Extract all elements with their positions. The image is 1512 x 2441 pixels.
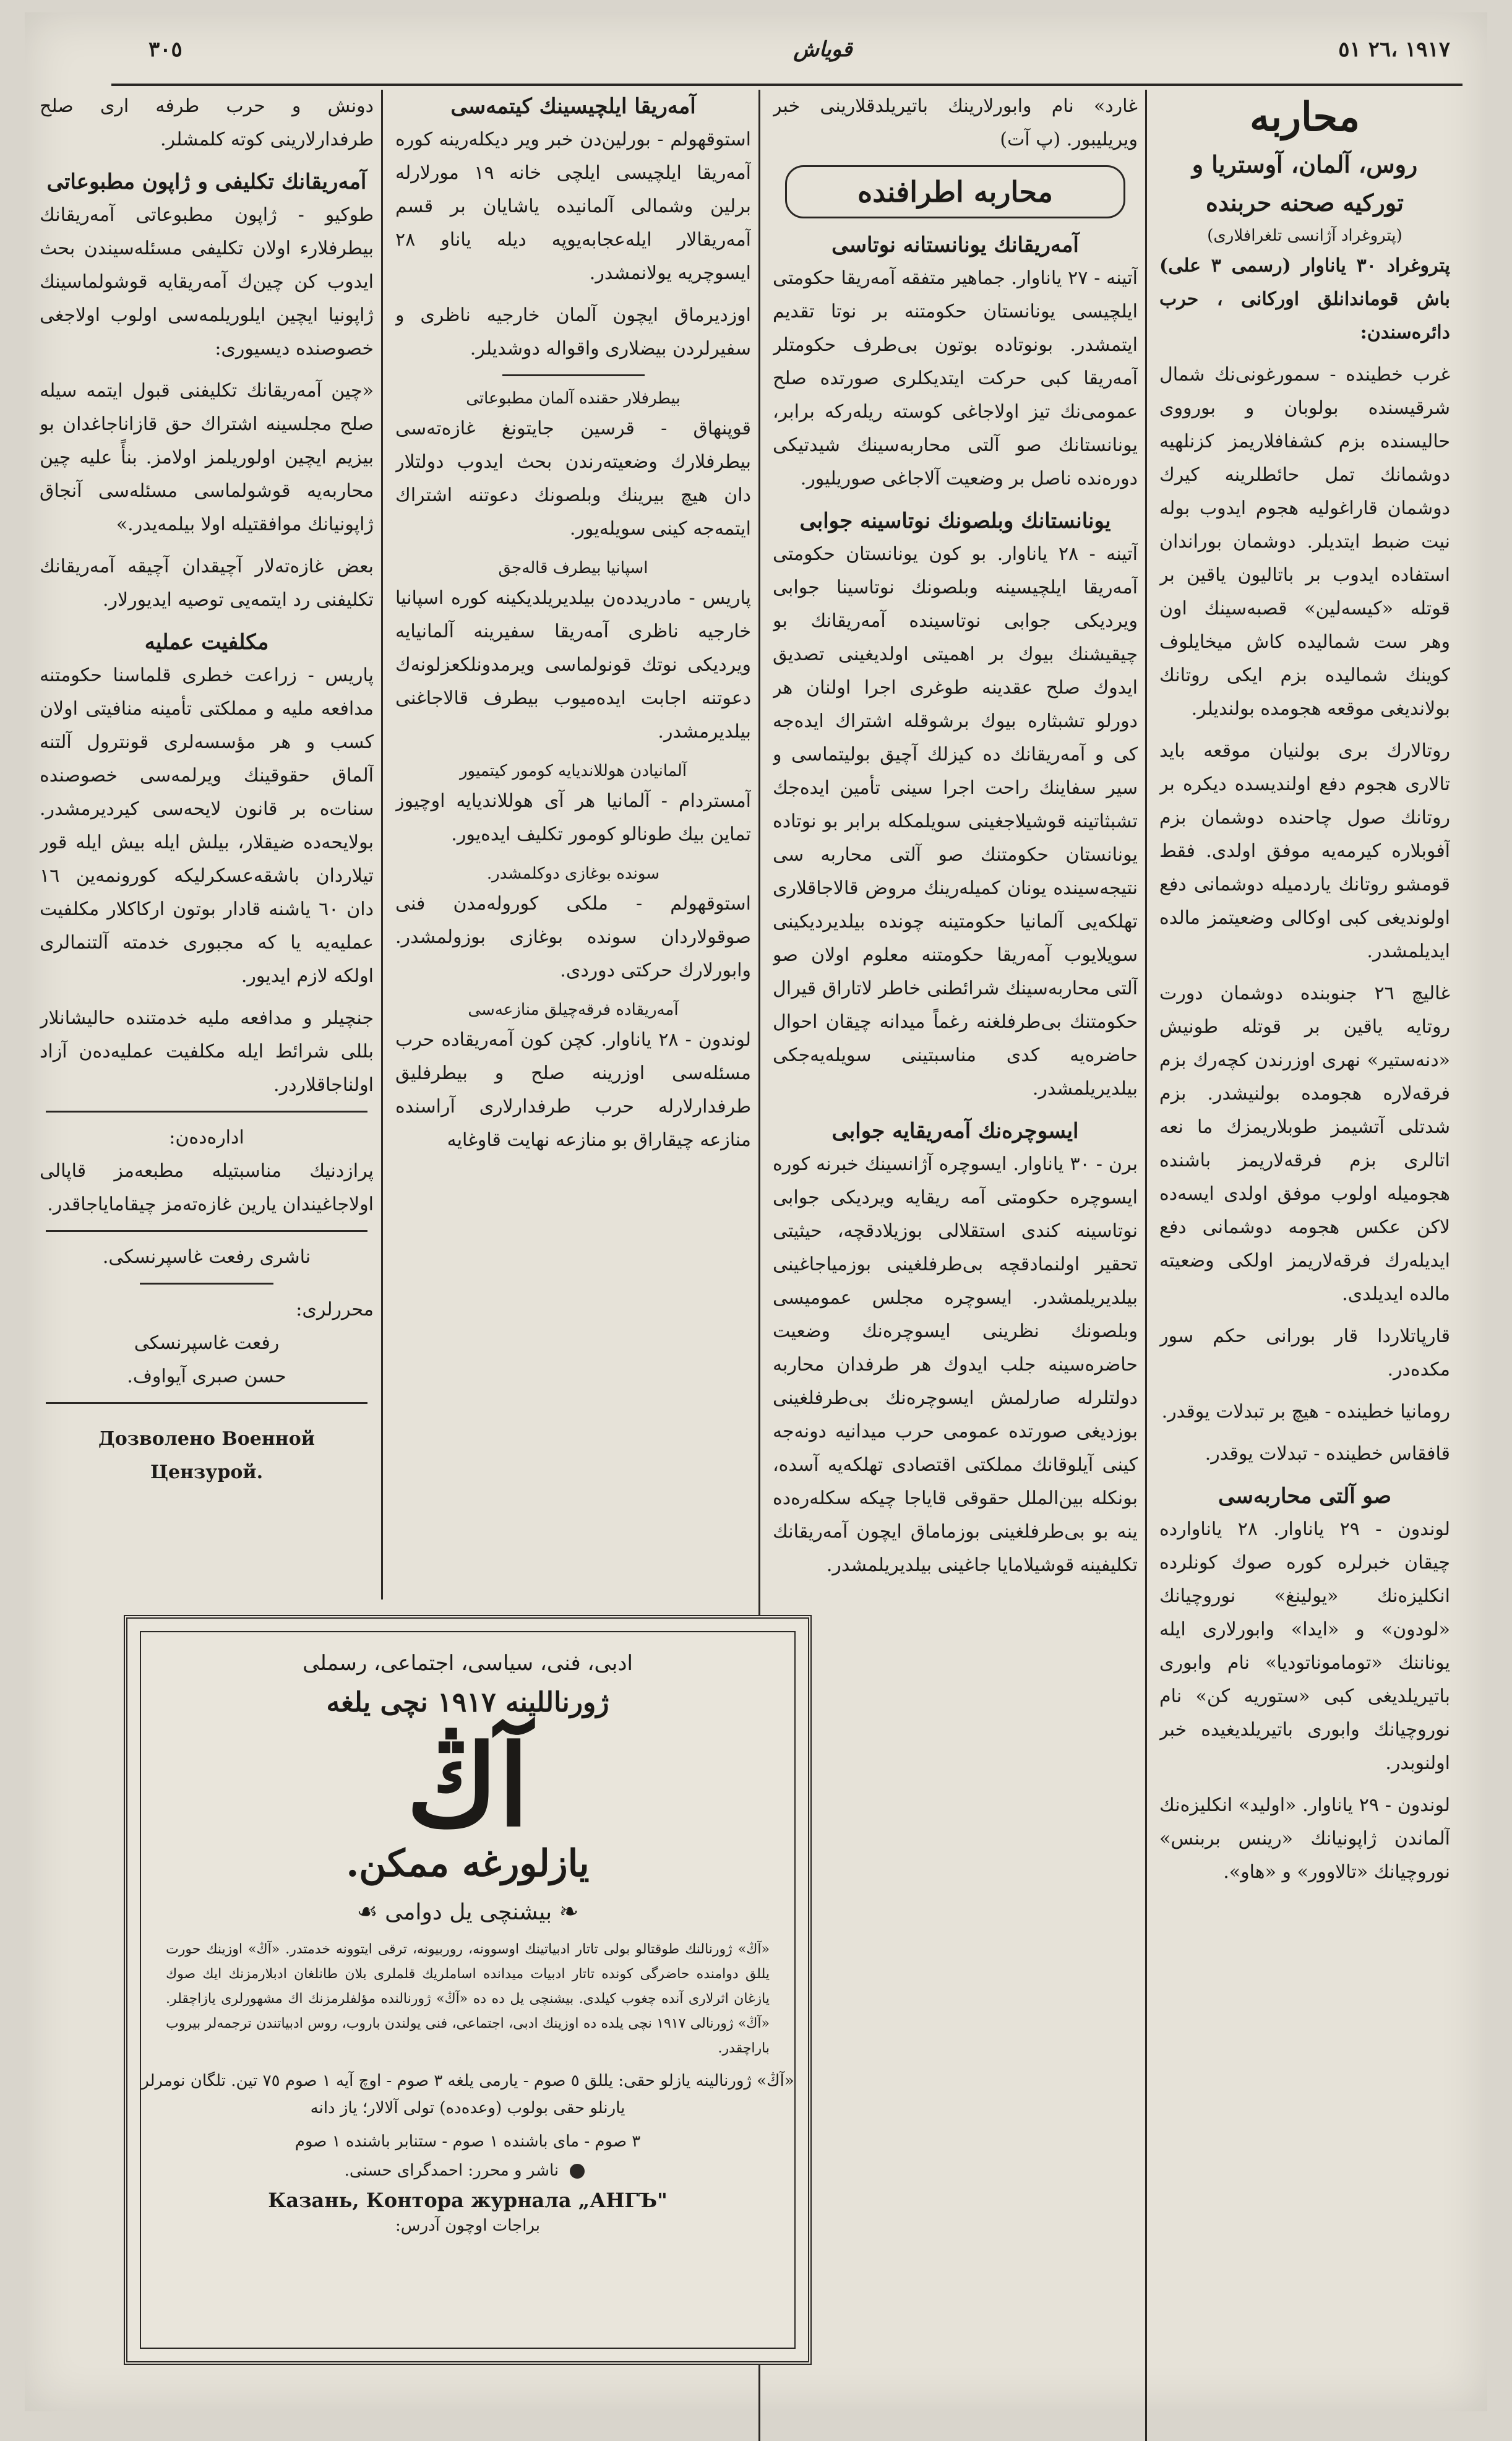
ad-frame	[140, 1631, 796, 2349]
article-paragraph: آتينه - ٢٧ ياناوار. جماهير متفقه آمه‌ريقا حكومتى ايلچيسى يونانستان حكومتنه بر نوتا تقديم ايتمشدر. بونوتاده بوتون بى‌طرف حكومتلر آمه‌ريقا كبى حركت ايتديكلرى صورتده صلح عمومى‌نك تيز اولاجاغى كوسته ريله‌ركه برابر، يونانستانك صو آلتى محاربه‌سينك شيدتيكى دوره‌نده ناصل بر وضعيت آلاجاغى صوريليور.	[773, 267, 1138, 489]
column-war-news	[1159, 90, 1450, 2441]
article-paragraph: طوكيو - ژاپون مطبوعاتى آمه‌ريقانك بيطرفلارء اولان تكليفى مسئله‌سيندن بحث ايدوب كن چين‌ك آمه‌ريقايه قوشولماسينك ژاپونيا ايچين ايلوريلمه‌سى اولوب اولاجغى خصوصنده ديسيورى:	[40, 204, 374, 359]
subheading: صو آلتى محاربه‌سى	[1218, 1484, 1391, 1509]
subheading: آمه‌ريقانك يونانستانه نوتاسى	[831, 233, 1079, 257]
article-paragraph: پاريس - زراعت خطرى قلماسنا حكومتنه مدافعه مليه و مملكتى تأمينه منافيتى اولان كسب و هر مؤسسه‌لرى قونترول آلتنه آلماق حقوقينك ويرلمه‌سى خصوصنده سنات‌ه بر قانون لايحه‌سى كيرديرمشدر. بولايحه‌ده ضيقلار، بيلش ايله بيش ايله قور تيلاردان باشقه‌عسكرليكه كورونمه‌ين ١٦ دان ٦٠ ياشنه قادار بوتون اركاكلار مكلفيت عمليه‌يه يا كه مجبورى خدمته آلتنمالرى اولكه لازم ايديور.	[40, 665, 374, 987]
ad-fifth-year-text: بيشنچى يل دوامى	[385, 1900, 552, 1925]
ad-price: ٣ صوم - ماى باشنده ١ صوم - ستنابر باشنده ١ صوم	[294, 2132, 641, 2151]
article-paragraph: روتالارك برى بولنيان موقعه بايد تالارى هجوم دفع اولنديسده ديكره بر روتانك صول چاحنده دوشمان بزم آفوبلاره كيرمه‌يه موفق اولدى. فقط قومشو روتانك ياردميله دوشمانى دفع اولونديغى كبى اوكالى وضعيتمز مالده ايديلمشدر.	[1159, 740, 1450, 962]
article-paragraph: لوندون - ٢٩ ياناوار. «اوليد» انكليزه‌نك آلماندن ژاپونيانك «رينس بربنس» نوروچيانك «تالاوور» و «هاو».	[1159, 1794, 1450, 1883]
agency-credit: (پتروغراد آژانسى تلغرافلارى)	[1207, 226, 1402, 245]
subheading: آلمانيادن هوللانديايه كومور كيتميور	[459, 762, 687, 780]
article-paragraph: غرب خطينده - سمورغونى‌نك شمال شرقيسنده بولوبان و بورووى حاليسنده بزم كشفافلاريمز كزنلهيه دوشمانك تمل حائطلرينه كيرك دوشمان قاراغوليه هجوم ايدوب بوله نيت ضبط ايتديلر. دوشمان بوراندان استفاده ايدوب بر باتاليون ياقين بر قوتله «كيسه‌لين» قصبه‌سينك اون وهر ست شماليده كاش ميخايلوف كوينك شماليده بزم ايكى روتانك بولانديغى موقعه هجومده بولنديلر.	[1159, 364, 1450, 720]
subheading: يونانستانك وبلصونك نوتاسينه جوابى	[799, 509, 1111, 533]
ad-publisher	[141, 2161, 794, 2180]
subheading: آمه‌ريقانك تكليفى و ژاپون مطبوعاتى	[46, 170, 367, 194]
subheading: آمه‌ريقاده فرقه‌چيلق منازعه‌سى	[468, 1001, 679, 1019]
article-paragraph: آمستردام - آلمانيا هر آى هوللانديايه اوچيوز تماين بيك طونالو كومور تكليف ايده‌يور.	[395, 790, 751, 845]
article-paragraph: برن - ٣٠ ياناوار. ايسوچره آژانسينك خبرنه كوره ايسوچره حكومتى آمه ريقايه ويرديكى جوابى نوتاسينه كندى استقلالى بوزيلادقچه، حيثيتى تحقير اولنمادقچه بى‌طرفلغينى بوزمياجاغينى بيلديريلمشدر. ايسوچره مجلس عموميسى وبلصونك نظرينى ايسوچره‌نك وضعيت حاضره‌سينه جلب ايدوك هر طرفدان محاربه دولتلرله صارلمش ايسوچره‌نك بى‌طرفلغينى بوزديغى صورتده عمومى حرب ميدانيه دونه‌جه كينى آيلوقانك مملكتى اقتصادى تهلكه‌يه آسده، بونكله بين‌الملل حقوقى قاياجا چيكه سكله‌ره‌ده ينه بو بى‌طرفلغينى بوزماماق ايچون آمه‌ريقانك تكليفينه قوشيلامايا جاغينى بيلديريلمشدر.	[773, 1153, 1138, 1576]
section-heading: محاربه	[1249, 94, 1360, 140]
section-heading: محاربه اطرافنده	[785, 165, 1125, 218]
ad-subscribe-line: يازلورغه ممكن.	[346, 1842, 590, 1885]
divider	[46, 1230, 367, 1232]
newspaper-page	[25, 12, 1487, 2411]
publisher-line: ناشرى رفعت غاسپرنسكى.	[102, 1246, 311, 1268]
article-paragraph: رومانيا خطينده - هيچ بر تبدلات يوقدر.	[1161, 1401, 1450, 1423]
column-around-war	[773, 90, 1138, 2441]
divider	[140, 1283, 273, 1285]
divider	[46, 1402, 367, 1404]
article-paragraph: قوپنهاق - قرسين جايتونغ غازه‌ته‌سى بيطرفلارك وضعيته‌رندن بحث ايدوب دولتلار دان هيچ بيرينك وبلصونك دعوتنه اشتراك ايتمه‌جه كينى سويله‌يور.	[395, 418, 751, 540]
ad-body: «آڭ» ژورنالنك طوقتالو بولى تاتار ادبياتينك اوسوونه، روربيونه، ترقى ايتوونه خدمتدر. «آڭ» اوزينك حورت يللق دوامنده حاضرگى كونده تاتار ادبيات ميدانده اساملريك قلملرى بلان طانلغان ادبلارمزنك ايك صوك يازغان اثرلارى آنده چغوب كيلدى. بيشنچى يل ده ده «آڭ» ژورنالنده مؤلفلرمزنك اك مشهورلرى يازاچقلر. «آڭ» ژورنالى ١٩١٧ نچى يلده ده اوزينك ادبى، اجتماعى، فنى يولندن باروب، روس ادبياتندن ترجمه‌لر بيروب باراچقدر.	[166, 1942, 770, 2056]
ad-tagline: ادبى، فنى، سياسى، اجتماعى، رسملى	[303, 1651, 633, 1676]
journal-logo: آڭ	[406, 1721, 530, 1851]
subheading: اسپانيا بيطرف قاله‌جق	[498, 559, 648, 577]
editors-label: محررلرى:	[296, 1299, 374, 1320]
article-paragraph: غاليچ ٢٦ جنوبنده دوشمان دورت روتايه ياقين بر قوتله طونيش «دنه‌ستير» نهرى اوزرندن كچه‌رك بزم فرقه‌لاره هجومده بولنيشدر. بزم شدتلى آتشيمز طوبلاريمزك ما نعه اتالرى بزم فرقه‌لاريمز باشنده هجوميله اولوب موفق اولدى ايسه‌ده لاكن عكس هجومه دوشمانى دفع ايديله‌رك فرقه‌لاريمز اولكى وضعيته مالده ايديلدى.	[1159, 983, 1450, 1305]
page-number: ١٩١٧ ،٢٦ ٥١	[1338, 37, 1450, 62]
ad-address: Казань, Контора журнала „АНГЪ"	[268, 2189, 668, 2212]
divider	[46, 1111, 367, 1113]
bullet-icon	[570, 2164, 585, 2179]
article-paragraph: آتينه - ٢٨ ياناوار. بو كون يونانستان حكومتى آمه‌ريقا ايلچيسينه وبلصونك نوتاسينا جوابى ويرديكى جوابى نوتاسينده آمه‌ريقانك بو چيقيشنك بيوك بر اهميتى اولديغينى تصديق ايدوك صلح عقدينه طوغرى اجرا اولنان هر دورلو تشبثاره بيوك برشوقله اشتراك ايده‌جه كى و آمه‌ريقانك ده كيزلك آچيق بوليتماسى و سير سفاينك راحت اجرا سينى تأمين ايده‌جك تشبثاتينه قوشيلاجغينى سويلمكله برابر بو نوتاده يونانستان حكومتنك صو آلتى محاربه سى نتيجه‌سينده يونان كميله‌رينك مروض قالاجاقلارى تهلكه‌يى آلمانيا حكومتينه چونده بيلديرديكينى سويلايوب آمه‌ريقا حكومتنه معلوم اولان صو آلتى محاربه‌سينك شرائطنى خاطر لاتاراق قيرال حكومتنك بى‌طرفلغنه رغماً ميدانه چيقان احوال حاضره‌يه كدى مناسبتينى سويله‌يه‌جكى بيلديريلمشدر.	[773, 543, 1138, 1100]
article-paragraph: استوقهولم - بورلين‌دن خبر وير ديكله‌رينه كوره آمه‌ريقا ايلچيسى ايلچى خانه ١٩ مورلارله برلين وشمالى آلمانيده ياشايان بر قسم آمه‌ريقالار ايله‌عجابه‌يوپه ديله ياناو ٢٨ ايسوچريه يولانمشدر.	[395, 129, 751, 284]
column-divider	[1145, 90, 1147, 2441]
ad-address-label: براجات اوچون آدرس:	[395, 2216, 541, 2235]
ad-publisher-text: ناشر و محرر: احمدگراى حسنى.	[344, 2161, 559, 2180]
notice-text: پرازدنيك مناسبتيله مطبعه‌مز قاپالى اولاجاغيندان يارين غازه‌ته‌مز چيقاماياجاقدر.	[40, 1160, 374, 1215]
ad-year-line: ژورناللينه ١٩١٧ نچى يلغه	[326, 1687, 609, 1718]
article-paragraph: استوقهولم - ملكى كوروله‌مدن فنى صوقولاردان سونده بوغازى بوزولمشدر. وابورلارك حركتى دوردى.	[395, 893, 751, 981]
column-divider	[381, 90, 383, 1599]
column-ambassador	[395, 90, 751, 1599]
article-paragraph: دونش و حرب طرفه ارى صلح طرفدارلارينى كوته كلمشلر.	[40, 95, 374, 150]
dateline: پتروغراد ٣٠ ياناوار (رسمى ٣ على) باش قوماندانلق اوركانى ، حرب دائره‌سندن:	[1159, 255, 1450, 343]
editor-name: رفعت غاسپرنسكى	[134, 1332, 280, 1354]
article-paragraph: «چين آمه‌ريقانك تكليفنى قبول ايتمه سيله صلح مجلسينه اشتراك حق قازاناجاغدان بو بيزيم ايچين اولوريلمز اولامز. بنأً عليه چين محاربه‌يه قوشولماسى مسئله‌سى آنجاق ژاپونيانك موافقتيله اولا بيلمه‌يدر.»	[40, 380, 374, 535]
headline: روس، آلمان، آوستريا و توركيه صحنه حربنده	[1192, 150, 1418, 217]
article-paragraph: قافقاس خطينده - تبدلات يوقدر.	[1205, 1443, 1450, 1465]
top-rule	[111, 84, 1463, 86]
ad-price: «آڭ» ژورنالينه يازلو حقى: يللق ٥ صوم - يارمى يلغه ٣ صوم - اوچ آيه ١ صوم ٧٥ تين. تلگان نومرلر يارنلو حقى بولوب (وعده‌ده) تولى آلالار؛ ياز دانه	[141, 2072, 794, 2117]
article-paragraph: قارپاتلاردا قار بورانى حكم سور مكده‌در.	[1159, 1325, 1450, 1380]
ornament-icon: ❧	[559, 1898, 579, 1925]
article-paragraph: لوندون - ٢٨ ياناوار. كچن كون آمه‌ريقاده حرب مسئله‌سى اوزرينه صلح و بيطرفليق طرفدارلارله حرب طرفدارلارى آراسنده منازعه چيقاراق بو منازعه نهايت قاوغايه	[395, 1029, 751, 1151]
issue-number: ٣٠٥	[148, 37, 183, 62]
divider	[502, 374, 645, 376]
subheading: مكلفيت عمليه	[144, 630, 269, 655]
notice-title: اداره‌ده‌ن:	[169, 1127, 244, 1148]
ornament-icon: ☙	[356, 1898, 378, 1925]
article-paragraph: بعض غازه‌ته‌لار آچيقدان آچيقه آمه‌ريقانك تكليفنى رد ايتمه‌يى توصيه ايديورلار.	[40, 556, 374, 611]
journal-advertisement	[124, 1615, 812, 2365]
column-misc	[40, 90, 374, 1599]
masthead-small: قوياش	[793, 37, 853, 62]
article-paragraph: اوزديرماق ايچون آلمان خارجيه ناظرى و سفيرلردن بيضلارى واقواله دوشديلر.	[395, 304, 751, 359]
article-paragraph: جنچيلر و مدافعه مليه خدمتنده حاليشانلار بللى شرائط ايله مكلفيت عمليه‌ده‌ن آزاد اولناجاقلاردر.	[40, 1007, 374, 1096]
article-paragraph: پاريس - مادريدده‌ن بيلديريلديكينه كوره اسپانيا خارجيه ناظرى آمه‌ريقا سفيرينه آلمانيايه ويرديكى نوتك قونولماسى ويرمدونلكعزلونه‌ك دعوتنه اجابت ايده‌ميوب بيطرف قالاجاغنى بيلديرمشدر.	[395, 587, 751, 743]
subheading: بيطرفلار حقنده آلمان مطبوعاتى	[466, 389, 681, 408]
article-paragraph: لوندون - ٢٩ ياناوار. ٢٨ ياناوارده چيقان خبرلره كوره صوك كونلرده انكليزه‌نك «يولينغ» نوروچيانك «لودون» و «ايدا» وابورلارى ايله يوناننك «توما‌موناتوديا» نام وابورى باتيريلديغى كبى «ستوريه كن» نام نوروچيانك وابورى باتيريلديغيده خبر اولنوبدر.	[1159, 1518, 1450, 1774]
headline: آمه‌ريقا ايلچيسينك كيتمه‌سى	[450, 94, 696, 119]
editor-name: حسن صبرى آيواوف.	[127, 1366, 286, 1387]
censor-notice: Дозволено Военной Цензурой.	[98, 1428, 315, 1483]
subheading: ايسوچره‌نك آمه‌ريقايه جوابى	[831, 1119, 1079, 1143]
ad-fifth-year	[141, 1898, 794, 1925]
subheading: سونده بوغازى دوكلمشدر.	[486, 864, 660, 883]
article-paragraph: غارد» نام وابورلارينك باتيريلدقلارينى خبر ويريليبور. (پ آت)	[773, 95, 1138, 150]
